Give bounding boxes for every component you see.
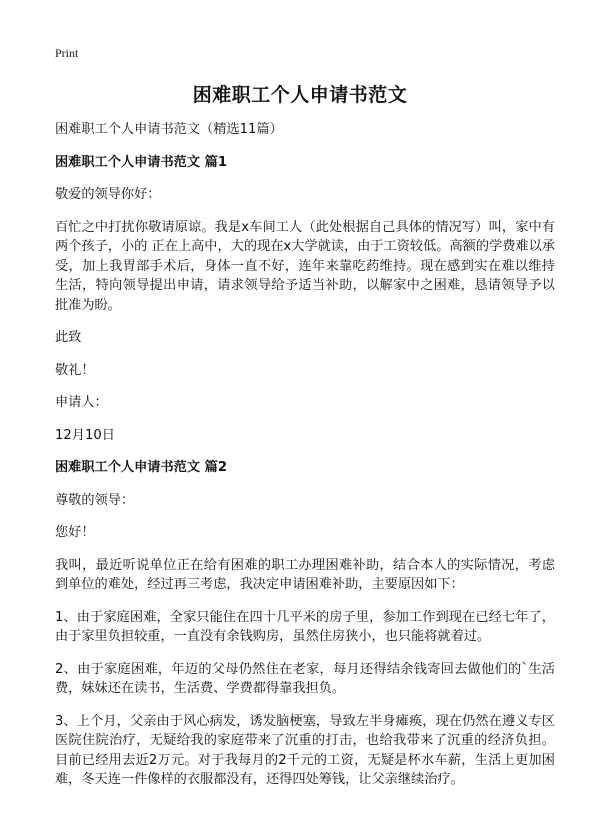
section-1-date: 12月10日 xyxy=(55,427,115,443)
section-1-body: 百忙之中打扰你敬请原谅。我是x车间工人（此处根据自己具体的情况写）叫，家中有两个孩子，小的 正在上高中，大的现在x大学就读，由于工资较低。高额的学费难以承受，加上我胃部手术后，身体一直不好，连年来靠吃药维持。现在感到实在难以维持生活，特向领导提出申请，请求领导给予适当补助，以解家中之困难，恳请领导予以批准为盼。 xyxy=(55,219,555,313)
section-1-closing-2: 敬礼！ xyxy=(55,362,95,378)
section-1 xyxy=(55,153,555,446)
section-1-heading: 困难职工个人申请书范文 篇1 xyxy=(55,154,228,170)
section-2-reason-1: 1、由于家庭困难，全家只能住在四十几平米的房子里，参加工作到现在已经七年了，由于家里负担较重，一直没有余钱购房，虽然住房狭小，也只能将就着过。 xyxy=(55,609,555,644)
section-2-reason-2: 2、由于家庭困难，年迈的父母仍然住在老家，每月还得结余钱寄回去做他们的`生活费，妹妹还在读书，生活费、学费都得靠我担负。 xyxy=(55,661,555,696)
print-label: Print xyxy=(55,46,79,60)
section-2-heading: 困难职工个人申请书范文 篇2 xyxy=(55,460,228,475)
document-subtitle: 困难职工个人申请书范文（精选11篇） xyxy=(55,122,283,137)
section-1-applicant: 申请人： xyxy=(55,395,108,410)
section-2-hello: 您好！ xyxy=(55,525,95,540)
section-1-greeting: 敬爱的领导你好： xyxy=(55,187,161,202)
section-2 xyxy=(55,458,555,790)
section-1-closing-1: 此致 xyxy=(55,330,82,345)
page-title: 困难职工个人申请书范文 xyxy=(192,84,408,106)
document-body xyxy=(55,120,555,803)
section-2-greeting: 尊敬的领导： xyxy=(55,492,135,508)
section-2-intro: 我叫，最近听说单位正在给有困难的职工办理困难补助，结合本人的实际情况，考虑到单位的难处，经过再三考虑，我决定申请困难补助，主要原因如下： xyxy=(55,557,555,592)
section-2-reason-3: 3、上个月，父亲由于风心病发，诱发脑梗塞，导致左半身瘫痪，现在仍然在遵义专区医院住院治疗，无疑给我的家庭带来了沉重的打击，也给我带来了沉重的经济负担。目前已经用去近2万元。对于我每月的2千元的工资，无疑是杯水车薪，生活上更加困难，冬天连一件像样的衣服都没有，还得四处筹钱，让父亲继续治疗。 xyxy=(55,713,555,787)
